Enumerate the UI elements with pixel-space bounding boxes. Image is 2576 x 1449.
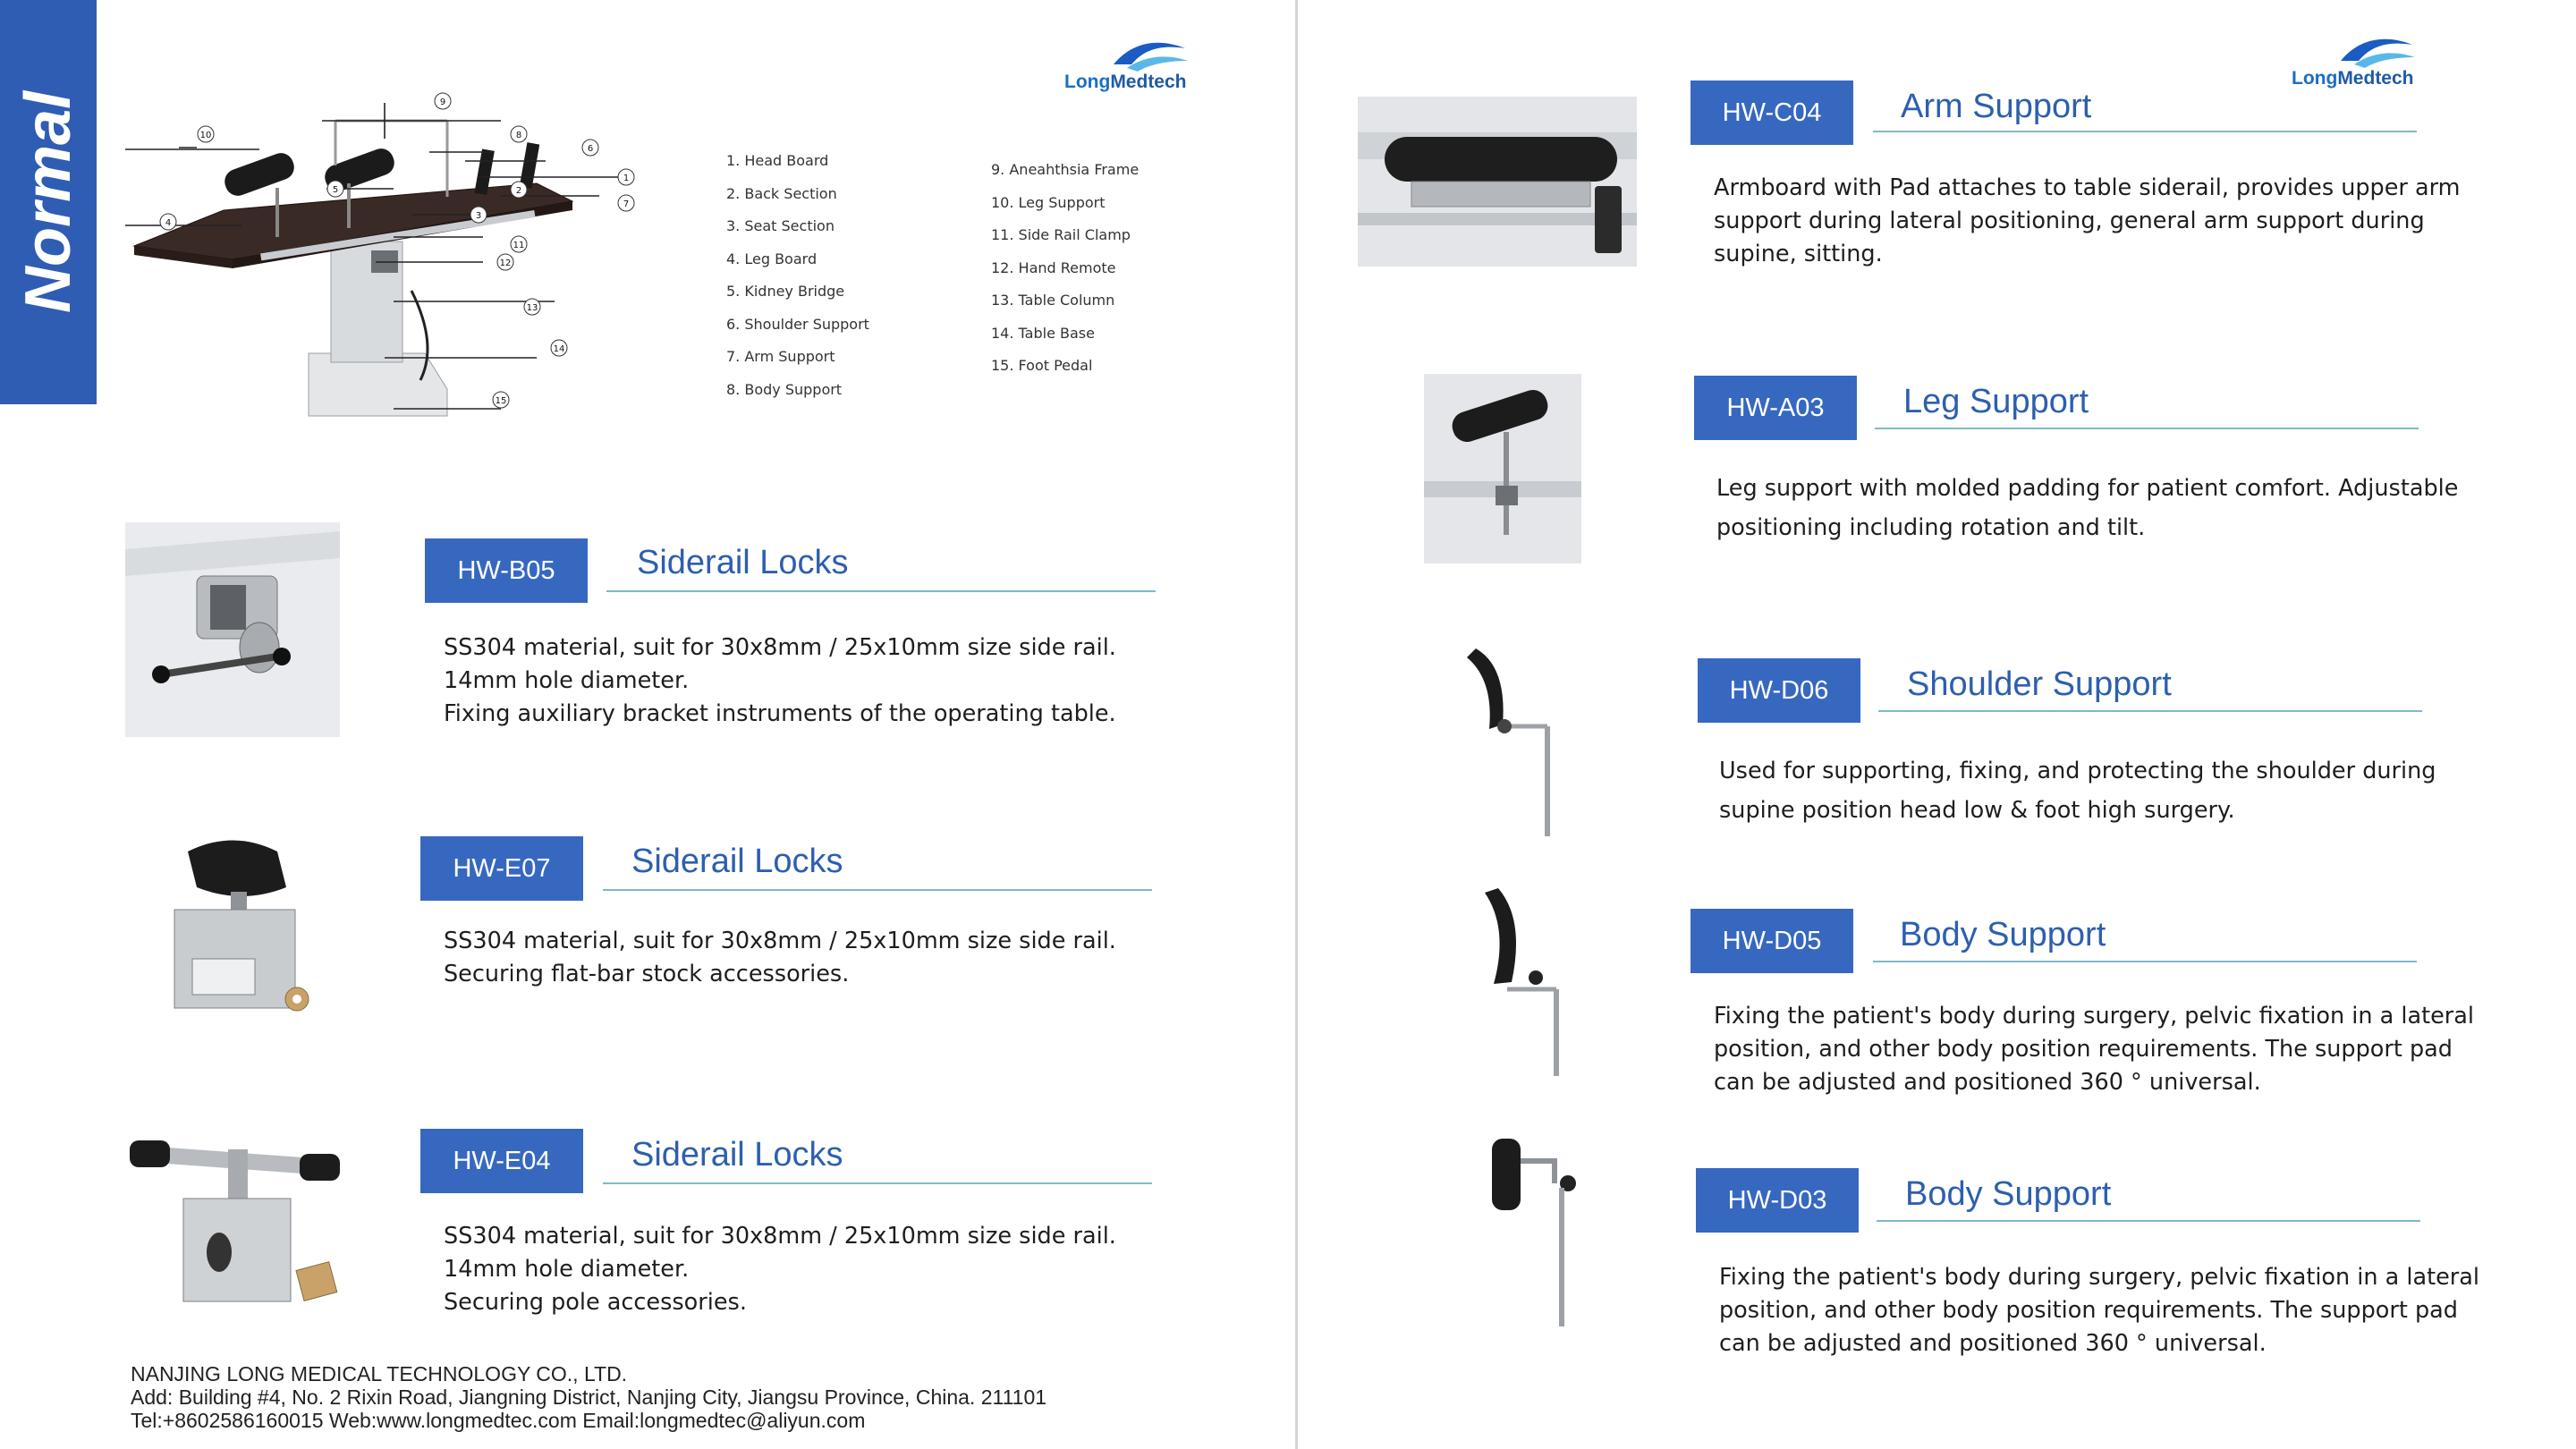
part-list-right [991, 154, 1139, 383]
operating-table-illustration [125, 85, 698, 434]
company-address: Add: Building #4, No. 2 Rixin Road, Jiangning District, Nanjing City, Jiangsu Province, China. 211101 [131, 1385, 1047, 1409]
product-code-hw-e07: HW-E07 [420, 836, 583, 901]
product-image-hw-d05 [1471, 884, 1570, 1082]
part-item: 12. Hand Remote [991, 258, 1116, 276]
product-title-hw-d03: Body Support [1905, 1175, 2112, 1213]
product-description-hw-d05: Fixing the patient's body during surgery, pelvic fixation in a lateral position, and other body position requirements. The support pad can be adjusted and positioned 360 ° universal. [1714, 1003, 2474, 1096]
part-item: 8. Body Support [726, 380, 843, 398]
product-description-hw-c04: Armboard with Pad attaches to table siderail, provides upper arm support during lateral positioning, general arm support during supine, sitting. [1714, 174, 2461, 267]
product-image-hw-d03 [1483, 1134, 1586, 1333]
product-description-hw-a03: Leg support with molded padding for patient comfort. Adjustable positioning including rotation and tilt. [1716, 475, 2459, 541]
part-item: 10. Leg Support [991, 193, 1106, 211]
callout-4: 4 [165, 218, 172, 228]
part-item: 1. Head Board [726, 152, 829, 169]
company-contact: Tel:+8602586160015 Web:www.longmedtec.com Email:longmedtec@aliyun.com [131, 1409, 866, 1432]
callout-8: 8 [515, 131, 522, 140]
title-underline [606, 590, 1156, 592]
side-tab-label: Normal [13, 90, 84, 314]
part-item: 2. Back Section [726, 184, 837, 202]
part-item: 7. Arm Support [726, 348, 835, 365]
part-item: 9. Aneahthsia Frame [991, 161, 1140, 178]
part-item: 14. Table Base [991, 324, 1095, 342]
title-underline [1873, 131, 2417, 132]
logo-right [2292, 34, 2435, 97]
company-footer [131, 1362, 1046, 1432]
product-description-hw-e04: SS304 material, suit for 30x8mm / 25x10mm size side rail. 14mm hole diameter. Securing pole accessories. [444, 1223, 1116, 1316]
part-item: 4. Leg Board [726, 250, 818, 267]
company-name: NANJING LONG MEDICAL TECHNOLOGY CO., LTD. [131, 1362, 628, 1385]
callout-9: 9 [439, 97, 446, 107]
product-title-hw-c04: Arm Support [1901, 88, 2092, 125]
product-image-hw-a03 [1424, 374, 1581, 564]
product-title-hw-b05: Siderail Locks [637, 544, 849, 581]
product-title-hw-d05: Body Support [1900, 916, 2106, 953]
callout-2: 2 [515, 186, 522, 196]
part-item: 15. Foot Pedal [991, 357, 1093, 374]
part-item: 11. Side Rail Clamp [991, 226, 1131, 243]
side-tab [0, 0, 97, 404]
callout-6: 6 [587, 144, 594, 154]
product-image-hw-c04 [1358, 97, 1637, 267]
product-description-hw-d03: Fixing the patient's body during surgery, pelvic fixation in a lateral position, and other body position requirements. The support pad can be adjusted and positioned 360 ° universal. [1719, 1264, 2479, 1357]
product-description-hw-e07: SS304 material, suit for 30x8mm / 25x10mm size side rail. Securing flat-bar stock accessories. [444, 928, 1116, 987]
callout-15: 15 [495, 396, 507, 406]
product-code-hw-b05: HW-B05 [425, 538, 588, 603]
title-underline [603, 1182, 1152, 1184]
logo-text: LongMedtech [2292, 68, 2414, 89]
part-item: 5. Kidney Bridge [726, 283, 845, 300]
callout-5: 5 [332, 185, 339, 195]
product-code-hw-c04: HW-C04 [1690, 80, 1853, 145]
callout-10: 10 [199, 131, 212, 140]
product-title-hw-e07: Siderail Locks [631, 843, 843, 880]
part-list-left [726, 145, 869, 406]
product-image-hw-e04 [125, 1131, 344, 1310]
product-code-hw-d06: HW-D06 [1698, 658, 1860, 723]
callout-1: 1 [623, 174, 630, 183]
part-item: 3. Seat Section [726, 217, 835, 234]
product-code-hw-e04: HW-E04 [420, 1129, 583, 1193]
title-underline [1873, 961, 2417, 962]
callout-11: 11 [513, 241, 525, 250]
callout-7: 7 [623, 199, 630, 209]
part-item: 13. Table Column [991, 292, 1115, 309]
product-title-hw-e04: Siderail Locks [631, 1136, 843, 1174]
product-title-hw-a03: Leg Support [1903, 383, 2089, 420]
title-underline [1877, 1220, 2420, 1222]
product-code-hw-a03: HW-A03 [1694, 376, 1857, 440]
logo-wave-icon [2336, 34, 2417, 70]
product-image-hw-d06 [1458, 644, 1565, 843]
title-underline [1878, 710, 2422, 712]
product-description-hw-b05: SS304 material, suit for 30x8mm / 25x10mm size side rail. 14mm hole diameter. Fixing auxiliary bracket instruments of the operating table. [444, 634, 1116, 727]
callout-12: 12 [499, 258, 512, 268]
product-code-hw-d05: HW-D05 [1690, 909, 1853, 973]
callout-3: 3 [475, 211, 482, 221]
product-code-hw-d03: HW-D03 [1696, 1168, 1859, 1233]
callout-14: 14 [553, 344, 565, 354]
product-title-hw-d06: Shoulder Support [1907, 665, 2172, 703]
page-divider [1295, 0, 1298, 1449]
product-image-hw-e07 [161, 834, 322, 1018]
title-underline [1875, 428, 2419, 429]
title-underline [603, 889, 1152, 891]
product-image-hw-b05 [125, 522, 340, 737]
logo-text: LongMedtech [1064, 72, 1187, 92]
logo-left [1064, 38, 1208, 100]
callout-13: 13 [526, 303, 538, 313]
product-description-hw-d06: Used for supporting, fixing, and protecting the shoulder during supine position head low & foot high surgery. [1719, 758, 2436, 824]
part-item: 6. Shoulder Support [726, 315, 869, 333]
logo-wave-icon [1109, 38, 1190, 73]
